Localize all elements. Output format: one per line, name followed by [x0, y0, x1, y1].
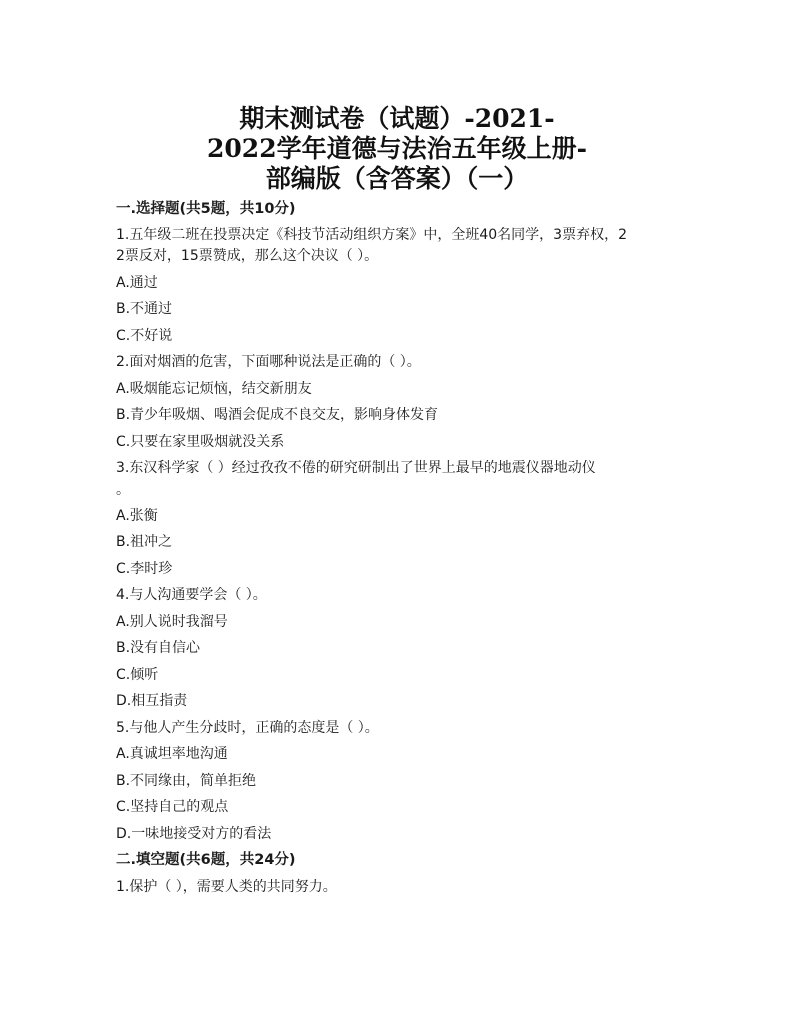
page-title-line-3: 部编版（含答案）（一） — [265, 164, 529, 193]
section-heading-choice: 一.选择题(共5题，共10分) — [116, 201, 296, 217]
page-title-line-2: 2022学年道德与法治五年级上册- — [207, 134, 587, 163]
question-3-option-b: B.祖冲之 — [116, 534, 173, 550]
question-5-option-c: C.坚持自己的观点 — [116, 799, 229, 815]
question-2-option-c: C.只要在家里吸烟就没关系 — [116, 434, 285, 450]
question-4-option-a: A.别人说时我溜号 — [116, 614, 228, 630]
question-4-option-c: C.倾听 — [116, 667, 159, 683]
question-2-option-b: B.青少年吸烟、喝酒会促成不良交友，影响身体发育 — [116, 407, 439, 423]
question-3-stem-line-2: 。 — [116, 482, 130, 498]
page-title-line-1: 期末测试卷（试题）-2021- — [239, 104, 555, 133]
question-5-option-a: A.真诚坦率地沟通 — [116, 746, 228, 762]
question-3-option-a: A.张衡 — [116, 508, 158, 524]
fill-blank-question-1: 1.保护（ ），需要人类的共同努力。 — [116, 879, 337, 895]
question-1-stem-line-2: 2票反对，15票赞成，那么这个决议（ ）。 — [116, 248, 379, 264]
question-5-stem: 5.与他人产生分歧时，正确的态度是（ ）。 — [116, 720, 379, 736]
section-heading-fill-blank: 二.填空题(共6题，共24分) — [116, 852, 296, 868]
question-5-option-d: D.一味地接受对方的看法 — [116, 826, 272, 842]
question-1-option-b: B.不通过 — [116, 301, 173, 317]
question-4-option-b: B.没有自信心 — [116, 640, 201, 656]
question-2-stem: 2.面对烟酒的危害，下面哪种说法是正确的（ ）。 — [116, 354, 421, 370]
question-4-option-d: D.相互指责 — [116, 693, 188, 709]
question-1-stem-line-1: 1.五年级二班在投票决定《科技节活动组织方案》中，全班40名同学，3票弃权，2 — [116, 227, 627, 243]
question-3-option-c: C.李时珍 — [116, 561, 173, 577]
question-4-stem: 4.与人沟通要学会（ ）。 — [116, 587, 267, 603]
question-1-option-a: A.通过 — [116, 275, 158, 291]
question-2-option-a: A.吸烟能忘记烦恼，结交新朋友 — [116, 381, 312, 397]
question-1-option-c: C.不好说 — [116, 328, 173, 344]
question-5-option-b: B.不同缘由，简单拒绝 — [116, 773, 257, 789]
question-3-stem-line-1: 3.东汉科学家（ ）经过孜孜不倦的研究研制出了世界上最早的地震仪器地动仪 — [116, 460, 596, 476]
